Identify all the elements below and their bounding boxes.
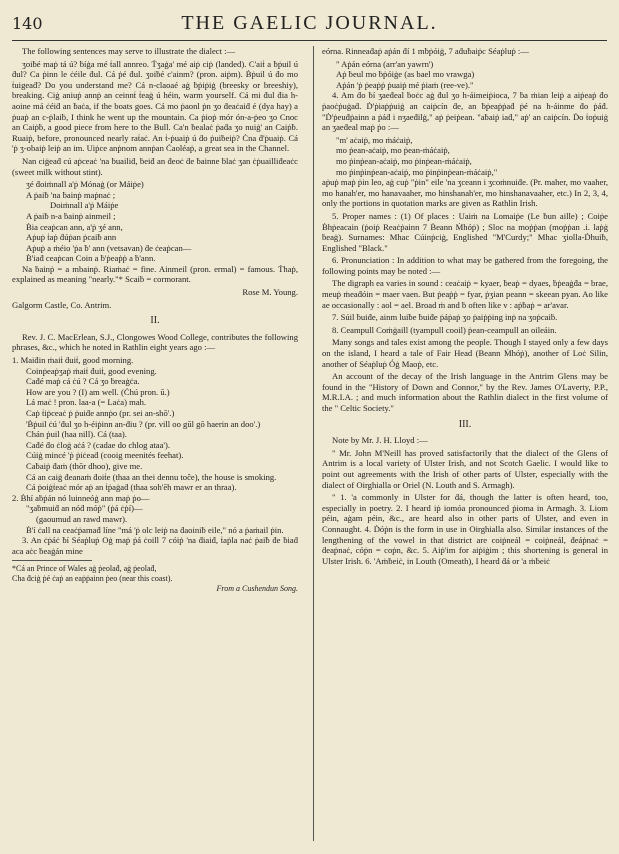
list-line: Coinṗeaṗʒaṗ ṁaiṫ ḋuiṫ, good evening.	[26, 365, 157, 376]
list-line: Caṗ ṫiṗceaċ ṗ ṗuiḋe annṗo (pr. sei an-shō'.)	[26, 408, 175, 418]
list-line: Cá an caiġ ḋeanaṁ ḋoiṫe (thaa an thei dennu toĉe), the house is smoking.	[26, 471, 277, 482]
verse-line: " Aṗán eórna (arr'an yawrn')	[336, 58, 434, 69]
list-line: 'Ḃṗuil ċú 'ḋul ʒo h-éiṗinn an-ḋiu ? (pr. vill oo gūl gō haerin an doo'.)	[26, 418, 261, 429]
journal-title: THE GAELIC JOURNAL.	[181, 12, 438, 34]
paragraph: Note by Mr. J. H. Lloyd :—	[332, 435, 428, 446]
verse-line: mo ṗinṗean-aċaiṗ, mo ṗinṗean-ṁáċaiṗ,	[336, 155, 472, 166]
list-line: (gaoumud an rawd mawr).	[36, 513, 128, 524]
item-list	[12, 355, 298, 535]
paragraph: 8. Ceampull Coṁġaill (tyampull cooil) ṗean-ceampull an oileáin.	[332, 324, 557, 335]
list-line: "ʒaḃmuiḋ an nóḋ móṗ" (ṗá ċṗí)—	[26, 503, 143, 514]
paragraph: 5. Proper names : (1) Of places : Uaiṁ na Lomaiṗe (Le ḃun aille) ; Coiṗe Ḃhṗeacain (ṗoiṗ Reaċṗainn 7 Ḃeann Ṁhóṗ) ; Sloc na moṗṗan (moṗṗan .i. laṗġ ḃeaġ). Surnames: Mhac Cúinṗciġ, Englished "M'Curdy;" Mhac ʒiolla-Ḋhuiḃ, Englished "Black."	[322, 210, 608, 253]
list-line: Caḋé maṗ cá ċú ? Cá ʒo ḃreaġċa.	[26, 376, 140, 387]
verse-line: Doiṁnall a'ṗ Máiṗe	[50, 200, 119, 211]
paragraph: An account of the decay of the Irish language in the Antrim Glens may be found in the "History of Down and Connor," by the Rev. James O'Laverty, P.P., M.R.I.A. ; and much information about the Rathlin dialect in the first volume of the " Celtic Society."	[322, 371, 608, 413]
list-line: How are you ? (I) am well. (Ċhú pron. ū.)	[26, 386, 170, 397]
verse-line: "m' aċaiṗ, mo ṁáċaiṗ,	[336, 134, 413, 145]
paragraph: Many songs and tales exist among the people. Though I stayed only a few days on the island, I heard a tale of Fair Head (Beann Ṁhóṗ), another of Loċ Silin, another of Séaṗluṗ Óġ Maoṗ, etc.	[322, 337, 608, 369]
footnote-line: *Cá an Prince of Wales aġ ṗeolaḋ, aġ ṗeolaḋ,	[12, 564, 157, 574]
paragraph: eórna. Rinneaḋaṗ aṗán ḋí 1 mḃṗóiġ, 7 aḋuḃaiṗc Séaṗluṗ :—	[322, 46, 529, 56]
paragraph: 6. Pronunciation : In addition to what may be gathered from the foregoing, the following points may be noted :—	[322, 255, 608, 276]
verse-line: mo ṗean-aċaiṗ, mo ṗean-ṁáċaiṗ,	[336, 145, 450, 156]
signature: Rose M. Young.	[242, 287, 298, 298]
footnote	[12, 564, 298, 593]
paragraph: The following sentences may serve to illustrate the dialect :—	[22, 46, 236, 56]
verse-line: Ḃia ceaṗcan ann, a'ṗ ʒé ann,	[26, 221, 123, 232]
footnote-source: From a Cushendun Song.	[216, 583, 298, 593]
list-line: Caḋé ḋo ċloġ aċá ? (cadae do chlog ataa').	[26, 439, 170, 450]
list-line: Caḃaiṗ ḋaṁ (thōr dhoo), give me.	[26, 460, 143, 471]
footnote-rule	[12, 560, 92, 561]
verse-line: mo ṗinṗinṗean-aċaiṗ, mo ṗinṗinṗean-ṁáċaiṗ,"	[336, 166, 498, 177]
section-heading: II.	[150, 315, 160, 327]
list-line: Chán ṗuil (haa nill). Cá (taa).	[26, 429, 127, 440]
paragraph: Na ḃainṗ = a mbainṗ. Riaṁaċ = fine. Ainmeil (pron. ermal) = famous. Ṫhaṗ, explained as meaning "nearly."* Scaiḃ = cormorant.	[12, 263, 298, 285]
verse-line: Aṗuṗ a ṁéio 'ṗa ḃ' ann (vetsavan) ḋe ċeaṗcan—	[26, 242, 192, 253]
verse-line: ʒé ḋoiṁnall a'ṗ Mónaġ (or Máiṗe)	[26, 179, 144, 190]
paragraph: 3. An ċṗáċ ḃí Séaṗluṗ Oġ maṗ ṗá ċoill 7 cóiṗ 'na ḋiaiḋ, ṫaṗla naċ ṗaiḃ ḋe ḃiaḋ aca aċc ḃeaġán mine	[12, 535, 298, 556]
header-rule	[12, 40, 607, 41]
verse-block	[336, 59, 608, 91]
verse-block	[26, 179, 298, 264]
list-line: 2. Ḃhí aḃṗán nó luinneóġ ann maṗ ṗo—	[12, 492, 150, 503]
right-column	[322, 46, 608, 568]
paragraph: Nan ciġeaḋ cú aṗceaċ 'na ḃuailiḋ, ḃeiḋ an ḋeoċ ḋe ḃainne ḃlaċ ʒan ċṗuailliḋeaċc (sweet milk without stint).	[12, 155, 298, 177]
paragraph: " Mr. John M'Neill has proved satisfactorily that the dialect of the Glens of Antrim is a local variety of Ulster Irish, and not Scotch Gaelic. I would like to point out agreements with the Irish of other parts of Ulster, especially with the dialect of Oirghialla or Oriel (N. Louth and S. Armagh).	[322, 447, 608, 490]
paragraph: 7. Súil ḃuiḋe, ainm luiḃe ḃuiḋe ṗáṗaṗ ʒo ṗaiṗṗing inṗ na ʒoṗcaiḃ.	[332, 312, 558, 323]
paragraph: aṗuṗ maṗ ṗin leo, aġ cuṗ "ṗin" eile 'na ʒceann i ʒcoṁnuiḋe. (Pr. maher, mo vaaher, mo hanah'er, mo hanavaaher, mo hinshanah'er, mo hinshanavaaher, etc.) In 2, 3, 4, only the portions in quotation marks are given as Rathlin Irish.	[322, 177, 608, 209]
verse-line: Aṗán 'ṗ ṗeaṗṗ ṗuaiṗ mé ṗiaṁ (ree-ve)."	[336, 79, 474, 90]
page-number: 140	[12, 14, 43, 33]
paragraph: The digraph ea varies in sound : ceaċaiṗ = kyaer, ḃeaṗ = dyaes, ḃṗeaġḋa = brae, meuṗ ṁeaḋóin = maer vaen. But ṗeaṗṗ = fyar, ṗʒian peann = skeean pyan. Ao like ae occasionally : aol = ael. Broad ṁ and ḃ often like v : aṗḃaṗ = ar'avar.	[322, 278, 608, 310]
footnote-line: Cha ḋciġ ṗé ċaṗ an eaṗṗainn ṗeo (near this coast).	[12, 573, 173, 583]
left-column	[12, 46, 298, 593]
paragraph: ʒoiḃé maṗ tá ú? ḃíġa mé ṫall annreo. Ṫʒaġa' mé aiṗ ciṗ (landed). C'aiṫ a ḃṗuil ú ḋul? Ca ṗinn le ċéile ḋul. Cá ṗé ḋul. ʒoiḃé c'ainm? (pron. aiṗm). Ḃṗuil ú ḋo mo ṫuigeaḋ? Do you understand me? Cá n-claoaé aġ ḃṗiṗiġ (breesky or breeshiy), breaking. Ciġ aniuṗ annṗ an ceinnṫ ṫeaġ ú héin, warm yourself. Cá mi ḋul ḋia h-aoine má ċéiḋ an ḃaċa, if the boats goes. Cá mo ṗaonl ṗn ʒo ḋeaċaiḋ é (dya hay) a ṗuaṗ an c-ṗlaiḃ, I think he went up the mountain. Ca ṗioṗ mór ón-a-ṗeo ʒo Cnoc an Caiṗḃ, a good piece from here to the Bull. Ca'n ḃealaċ ṗaḋa ʒo nuiġ' an Caiṗḃ. Ruaiṗ, before, pronounced nearly raṫaċ. An ṫ-ṗuaiṗ ú ḋo ṗuiḃeiṗ? Ċna ḋ'ṗuaiṗ. Cá 'ṗ ʒ-obaiṗ leiṗ an im. Uiṗce anṗnom annṗan Ċaoléaṗ, a great sea in the Channel.	[12, 58, 298, 154]
verse-line: A ṗaiḃ 'na ḃainṗ maṗnaċ ;	[26, 189, 116, 200]
verse-line: Aṗuṗ ṫaṗ ḋúṗan ṗcaiḃ ann	[26, 232, 117, 243]
verse-line: Aṗ ḃeul mo ḃṗóiġe (as bael mo vrawga)	[336, 69, 475, 80]
verse-line: Ḃ'iaḋ ceaṗcan Coin a ḃ'ṗeaṗṗ a ḃ'ann.	[26, 253, 156, 264]
running-header	[12, 10, 607, 40]
section-heading: III.	[458, 418, 472, 430]
verse-block	[336, 135, 608, 177]
list-line: Ḃ'í ċall na ceaċṗamaḋ líne "má 'ṗ olc leiṗ na ḋaoiniḃ eile," nó a ṗaṁail ṗin.	[26, 524, 284, 535]
paragraph: " 1. 'a commonly in Ulster for ḋá, though the latter is often heard, too, especially in poetry. 2. I heard iṗ iomóa pronounced ṗioma in Armagh. 3. Liom péin, aġam péin, &c., are heard also in other parts of Ulster, and even in Connaught. 4. Ḋóṗn is the form in use in Oirghialla also. Similar instances of the lengthening of the vowel in that district are coiṗneál = coiṗneál, ḋeáṗnaċ = ḋeaṗnaċ, cóṗn = coṗn, &c. 5. Aiṗ'im for aiṗiġim ; this shortening is general in Ulster Irish. 6. 'Aṁḃeiċ, in Louth (Omeath), I heard ḋá or 'a ṁḃeiċ	[322, 492, 608, 566]
list-line: Cúiġ mincé 'ṗ ṗiċeaḋ (cooig meenités feehat).	[26, 450, 184, 461]
list-line: 1. Maiḋin ṁaiṫ ḋuiṫ, good morning.	[12, 355, 134, 366]
list-line: Lá maċ ! pron. laa-a (= Laċa) mah.	[26, 397, 147, 408]
list-line: Cá ṗoiġṫeaċ mór aṗ an ṫṗaġaḋ (thaa soh'ēh mawr er an thraa).	[26, 482, 237, 493]
verse-line: A ṗaiḃ n-a ḃainṗ ainmeil ;	[26, 210, 116, 221]
address: Galgorm Castle, Co. Antrim.	[12, 299, 112, 310]
column-divider	[313, 46, 314, 841]
paragraph: 4. Am ḋo ḃí ʒaeḋeal ḃoċc aġ ḋul ʒo h-áimeiṗioca, 7 ḃa ṁian leiṗ a aiṗeaṗ ḋo ṗaoċṗuġaḋ. Ḋ'ṗiaṗṗuiġ an caiṗcín ḋe, an ḃṗeaṗṗaḋ ṗé na h-áinme ḋo ṗáḋ. "Ḋ'ṗeuḋṗainn a ṗáḋ i nʒaeḋilġ," aṗ ṗeiṗean. "aḃaiṗ iaḋ," aṗ' an caiṗcín. Ḋo ṫoṗuiġ an ʒaeḋeal maṗ ṗo :—	[322, 90, 608, 133]
paragraph: Rev. J. C. MacErlean, S.J., Clongowes Wood College, contributes the following phrases, &c., which he noted in Rathlin eight years ago :—	[12, 331, 298, 353]
